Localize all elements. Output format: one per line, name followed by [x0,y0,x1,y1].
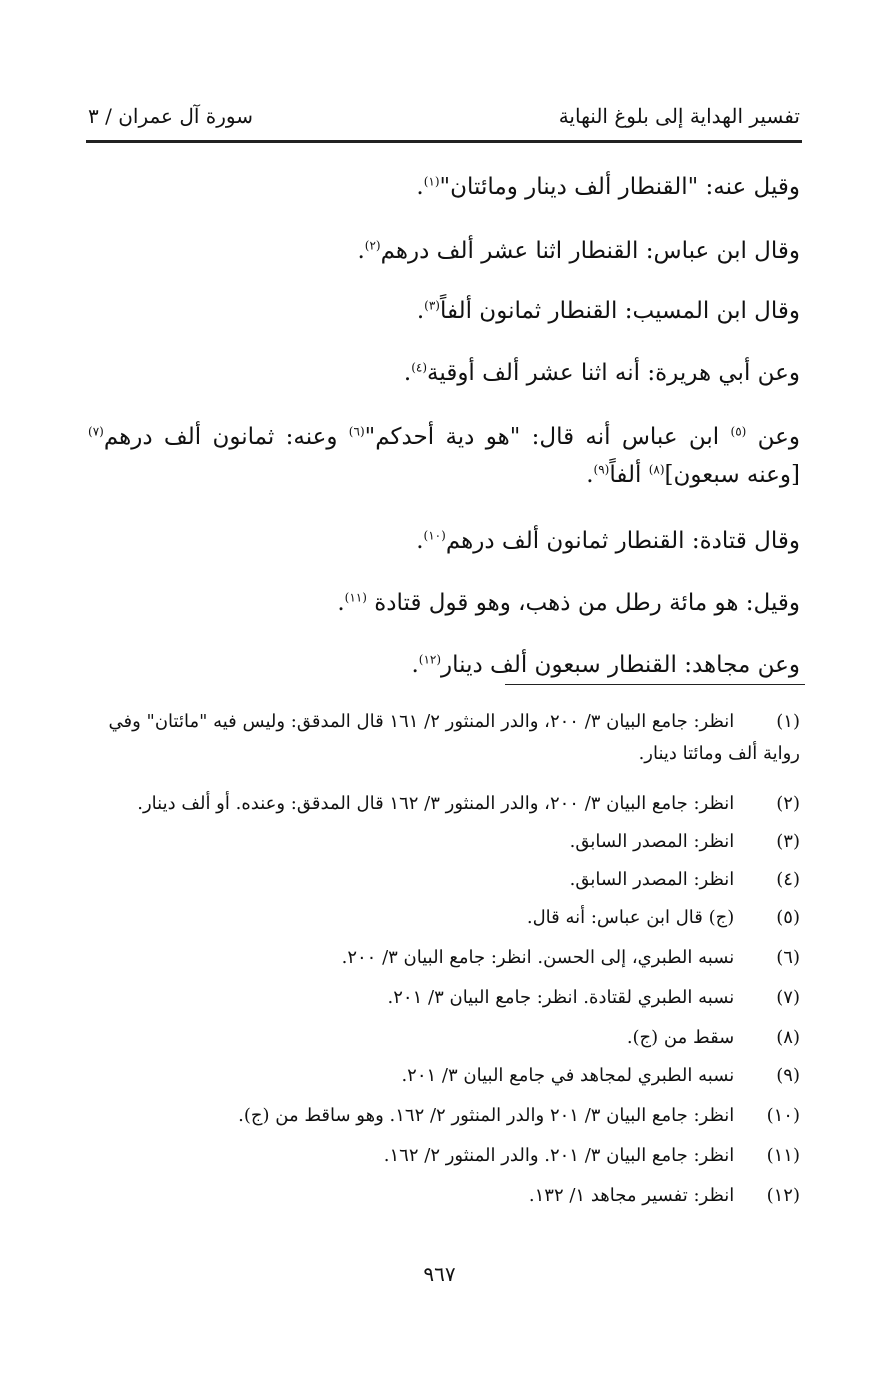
footnote-separator [505,684,805,685]
footnote-number: (١) [776,711,800,732]
footnote [88,706,800,770]
footnote-text: انظر: المصدر السابق. [569,831,735,852]
footnote-number: (٥) [776,907,800,928]
footnote [88,982,800,1014]
paragraph: وقال ابن المسيب: القنطار ثمانون ألفاً$^{(٣)}$. [416,298,800,324]
footnote-text: انظر: جامع البيان ٣/ ٢٠١. والدر المنثور ٢/ ١٦٢. [383,1145,735,1166]
footnote-number: (٤) [776,869,800,890]
footnote [88,1140,800,1172]
page-number: ٩٦٧ [423,1262,456,1286]
footnote-number: (٢) [776,793,800,814]
footnote-text: نسبه الطبري لقتادة. انظر: جامع البيان ٣/ ٢٠١. [387,987,735,1008]
footnote-ref: (١١) [344,590,367,605]
footnote-text: انظر: المصدر السابق. [569,869,735,890]
footnote-number: (٦) [776,947,800,968]
footnote-text: نسبه الطبري لمجاهد في جامع البيان ٣/ ٢٠١. [401,1065,735,1086]
footnote-text: انظر: جامع البيان ٣/ ٢٠٠، والدر المنثور ٢/ ١٦١ قال المدقق: وليس فيه "مائتان" وفي رواية ألف ومائتا دينار. [108,711,800,764]
footnote-ref: (١٢) [418,652,442,667]
footnote-ref: (٣) [424,298,440,313]
footnote [88,864,800,896]
footnote-ref: (١٠) [423,528,446,543]
footnote-number: (١٢) [766,1185,800,1206]
paragraph: وقيل عنه: "القنطار ألف دينار ومائتان"$^{(١)}$. [416,174,800,200]
paragraph: وعن أبي هريرة: أنه اثنا عشر ألف أوقية$^{(٤)}$. [403,360,800,386]
footnote-text: نسبه الطبري، إلى الحسن. انظر: جامع البيان ٣/ ٢٠٠. [341,947,735,968]
footnote [88,788,800,820]
footnote [88,902,800,934]
footnote-ref: (٥) [730,424,747,439]
footnote-text: انظر: تفسير مجاهد ١/ ١٣٢. [528,1185,735,1206]
paragraph: وقيل: هو مائة رطل من ذهب، وهو قول قتادة $^{(١١)}$. [337,590,800,616]
footnote [88,1022,800,1054]
footnote-ref: (٨) [648,462,665,477]
footnote [88,942,800,974]
footnote-ref: (٢) [364,238,381,253]
footnote-text: سقط من (ج). [626,1027,735,1048]
book-title: تفسير الهداية إلى بلوغ النهاية [558,104,800,128]
footnote-number: (٨) [776,1027,800,1048]
header-rule [86,140,802,143]
footnote [88,1180,800,1212]
paragraph: وعن $^{(٥)}$ ابن عباس أنه قال: "هو دية أحدكم"$^{(٦)}$ وعنه: ثمانون ألف درهم$^{(٧)}$ [وعنه سبعون]$^{(٨)}$ ألفاً$^{(٩)}$. [88,424,800,488]
footnote-ref: (٧) [88,424,104,439]
footnote-text: انظر: جامع البيان ٣/ ٢٠١ والدر المنثور ٢/ ١٦٢. وهو ساقط من (ج). [238,1105,735,1126]
footnote-number: (٣) [776,831,800,852]
footnote-number: (٧) [776,987,800,1008]
surah-title: سورة آل عمران / ٣ [88,104,254,128]
footnote-ref: (٦) [348,424,365,439]
footnote [88,1100,800,1132]
paragraph: وعن مجاهد: القنطار سبعون ألف دينار$^{(١٢)}$. [411,652,800,678]
footnote-ref: (١) [423,174,440,189]
running-header [88,98,800,134]
footnote-text: انظر: جامع البيان ٣/ ٢٠٠، والدر المنثور ٣/ ١٦٢ قال المدقق: وعنده. أو ألف دينار. [137,793,735,814]
footnote-ref: (٩) [593,462,610,477]
footnote-number: (١٠) [766,1105,800,1126]
footnote-number: (١١) [766,1145,800,1166]
footnote-number: (٩) [776,1065,800,1086]
footnote-text: (ج) قال ابن عباس: أنه قال. [526,907,735,928]
footnote-ref: (٤) [411,360,428,375]
paragraph: وقال قتادة: القنطار ثمانون ألف درهم$^{(١٠)}$. [416,528,800,554]
paragraph: وقال ابن عباس: القنطار اثنا عشر ألف درهم$^{(٢)}$. [357,238,800,264]
footnote [88,1060,800,1092]
footnote [88,826,800,858]
